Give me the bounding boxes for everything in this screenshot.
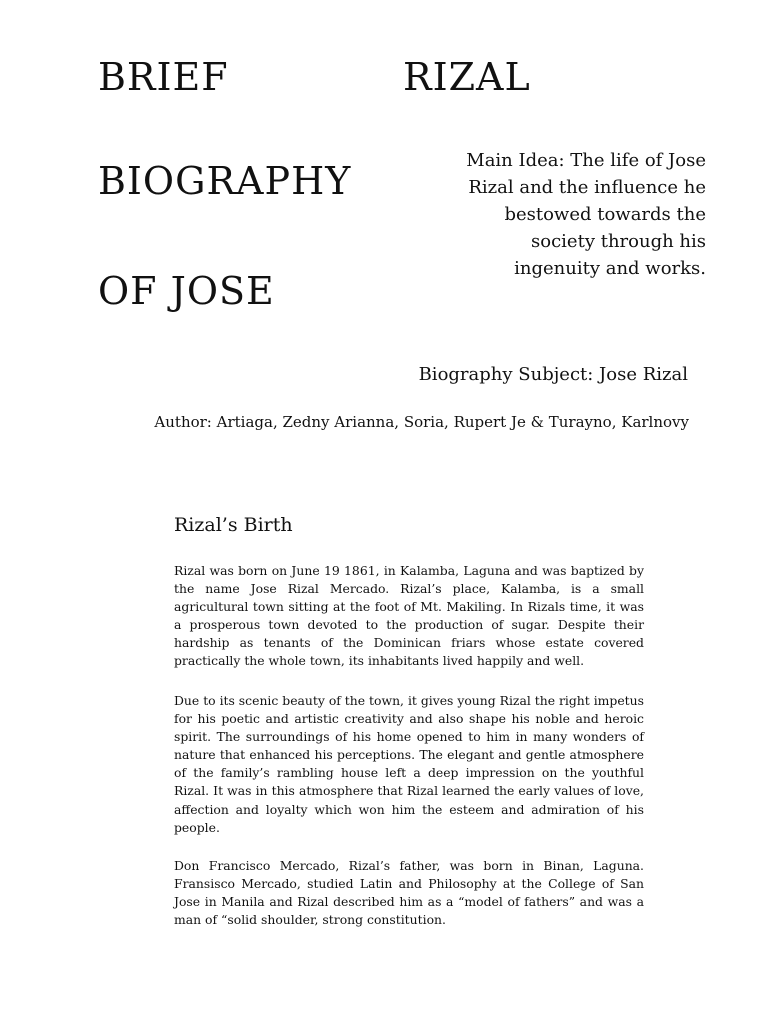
section-heading: Rizal’s Birth: [174, 514, 293, 536]
author-line: Author: Artiaga, Zedny Arianna, Soria, Rupert Je & Turayno, Karlnovy: [154, 413, 689, 431]
title-word-brief: BRIEF: [98, 55, 229, 99]
paragraph: Don Francisco Mercado, Rizal’s father, was born in Binan, Laguna. Fransisco Mercado, studied Latin and Philosophy at the College of San Jose in Manila and Rizal described him as a “model of fathers” and was a man of “solid shoulder, strong constitution.: [174, 858, 644, 928]
biography-subject: Biography Subject: Jose Rizal: [418, 364, 688, 385]
main-idea: Main Idea: The life of Jose Rizal and the influence he bestowed towards the society through his ingenuity and works.: [466, 150, 706, 279]
title-line-biography: BIOGRAPHY: [98, 159, 352, 203]
title-line-of-jose: OF JOSE: [98, 269, 275, 313]
paragraph: Due to its scenic beauty of the town, it gives young Rizal the right impetus for his poetic and artistic creativity and also shape his noble and heroic spirit. The surroundings of his home opened to him in many wonders of nature that enhanced his perceptions. The elegant and gentle atmosphere of the family’s rambling house left a deep impression on the youthful Rizal. It was in this atmosphere that Rizal learned the early values of love, affection and loyalty which won him the esteem and admiration of his people.: [174, 693, 644, 835]
title-word-rizal: RIZAL: [403, 55, 531, 99]
paragraph: Rizal was born on June 19 1861, in Kalamba, Laguna and was baptized by the name Jose Rizal Mercado. Rizal’s place, Kalamba, is a small agricultural town sitting at the foot of Mt. Makiling. In Rizals time, it was a prosperous town devoted to the production of sugar. Despite their hardship as tenants of the Dominican friars whose estate covered practically the whole town, its inhabitants lived happily and well.: [174, 563, 644, 669]
